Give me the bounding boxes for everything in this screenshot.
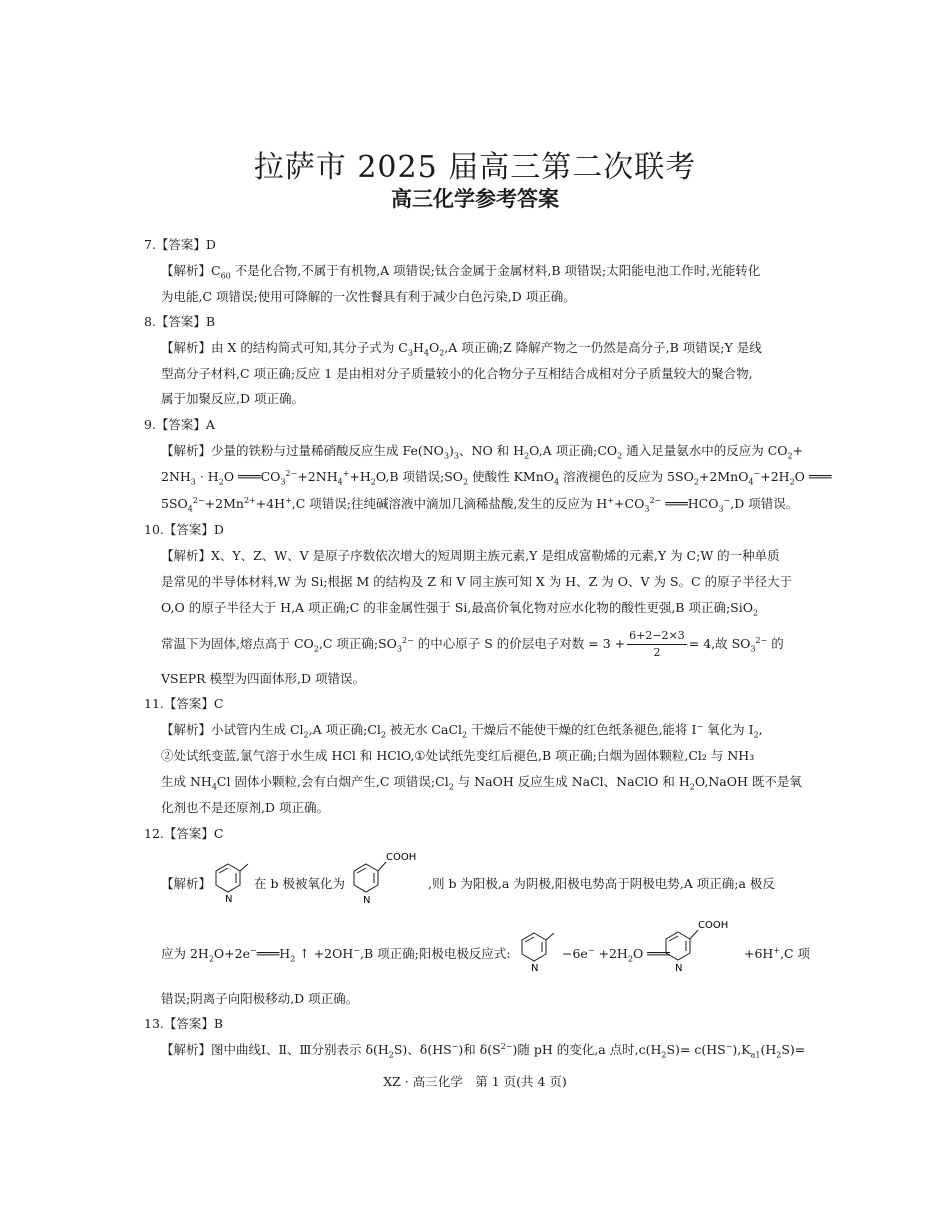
nitrogen-label: N bbox=[225, 894, 233, 905]
q12-analysis-line-3: 错误;阴离子向阳极移动,D 项正确。 bbox=[161, 991, 359, 1006]
q12-analysis-label: 【解析】 bbox=[161, 876, 212, 891]
q9-answer: 9.【答案】A bbox=[144, 417, 215, 432]
q10-analysis-line-4: 常温下为固体,熔点高于 $CO_2,C$ 项正确$;SO_3^{2-}$ 的中心原子 S 的价层电子对数 = 3 + $\frac{6+2-2\times 3}{2}$ = 4,故 $SO_3^{2-}$ 的 bbox=[161, 629, 784, 659]
q8-analysis-line-3: 属于加聚反应,D 项正确。 bbox=[161, 391, 304, 406]
q10-analysis-line-2: 是常见的半导体材料,W 为 Si;根据 M 的结构及 Z 和 V 同主族可知 X 为 H、Z 为 O、V 为 S。C 的原子半径大于 bbox=[161, 574, 793, 589]
nicotinic-acid-structure-2 bbox=[660, 916, 740, 976]
q10-answer: 10.【答案】D bbox=[144, 522, 224, 537]
q10-analysis-line-3: O,O 的原子半径大于 H,A 项正确;C 的非金属性强于 Si,最高价氧化物对应水化物的酸性更强,B 项正确;SiO$_2$ bbox=[161, 600, 759, 618]
page-subtitle: 高三化学参考答案 bbox=[391, 187, 559, 211]
q12-analysis-line-2a: 应为 $2H_2O+2e^-═══H_2$ ↑ +2OH−,B 项正确;阳极电极反应式: bbox=[161, 945, 511, 964]
q11-answer: 11.【答案】C bbox=[144, 696, 224, 711]
q12-analysis-mid: 在 b 极被氧化为 bbox=[254, 876, 345, 891]
carboxyl-label: COOH bbox=[386, 852, 417, 863]
q8-answer: 8.【答案】B bbox=[144, 314, 216, 329]
nitrogen-label: N bbox=[675, 963, 683, 974]
q12-answer: 12.【答案】C bbox=[144, 826, 224, 841]
q13-analysis-line-1: 【解析】图中曲线Ⅰ、Ⅱ、Ⅲ分别表示 $\delta(H_2S)$、δ(HS−)和 $\delta(S^{2-})$随 pH 的变化,a 点时$,c(H_2S)= c(HS^-),K_{a1}(H_2S)=$ bbox=[161, 1041, 806, 1060]
fraction-numerator: 6+2−2×3 bbox=[627, 628, 687, 645]
q12-analysis-end: ,则 b 为阳极,a 为阴极,阳极电势高于阴极电势,A 项正确;a 极反 bbox=[428, 876, 775, 891]
nitrogen-label: N bbox=[531, 963, 539, 974]
q10-analysis-line-1: 【解析】X、Y、Z、W、V 是原子序数依次增大的短周期主族元素,Y 是组成富勒烯的元素,Y 为 C;W 的一种单质 bbox=[161, 548, 780, 563]
q11-analysis-line-3: 生成 $NH_4Cl$ 固体小颗粒,会有白烟产生,C 项错误$;Cl_2$ 与 NaOH 反应生成 NaCl、NaClO 和 $H_2O,NaOH$ 既不是氧 bbox=[161, 774, 802, 792]
page-footer: XZ · 高三化学 第 1 页(共 4 页) bbox=[383, 1074, 567, 1089]
nicotinic-acid-structure bbox=[348, 848, 428, 908]
q8-analysis-line-2: 型高分子材料,C 项正确;反应 1 是由相对分子质量较小的化合物分子互相结合成相对分子质量较大的聚合物, bbox=[161, 366, 753, 381]
q7-analysis-line-2: 为电能,C 项错误;使用可降解的一次性餐具有利于减少白色污染,D 项正确。 bbox=[161, 289, 576, 304]
q13-answer: 13.【答案】B bbox=[144, 1016, 224, 1031]
q7-answer: 7.【答案】D bbox=[144, 237, 216, 252]
q11-analysis-line-4: 化剂也不是还原剂,D 项正确。 bbox=[161, 800, 329, 815]
page-title: 拉萨市 2025 届高三第二次联考 bbox=[253, 150, 697, 185]
electron-pair-fraction bbox=[627, 628, 687, 661]
q10-analysis-line-5: VSEPR 模型为四面体形,D 项错误。 bbox=[161, 671, 365, 686]
q11-analysis-line-2: ②处试纸变蓝,氯气溶于水生成 HCl 和 HClO,①处试纸先变红后褪色,B 项正确;白烟为固体颗粒,Cl₂ 与 NH₃ bbox=[161, 748, 755, 763]
fraction-denominator: 2 bbox=[653, 646, 661, 659]
q9-analysis-line-1: 【解析】少量的铁粉与过量稀硝酸反应生成 $Fe(NO_3)_3$、NO 和 $H_2O,A$ 项正确$;CO_2$ 通入足量氨水中的反应为 $CO_2+$ bbox=[161, 443, 804, 461]
q12-analysis-line-2b: $-6e^- +2H_2O$ ═══ bbox=[562, 945, 670, 964]
q12-analysis-line-2c: +6H+,C 项 bbox=[744, 945, 811, 961]
q9-analysis-line-3: $5SO_4^{2-}+2Mn^{2+}+4H^+,C$ 项错误;往纯碱溶液中滴加几滴稀盐酸,发生的反应为 $H^++CO_3^{2-}$ $═══HCO_3^-,D$ 项错误。 bbox=[161, 495, 799, 514]
methylpyridine-structure-2 bbox=[516, 925, 560, 977]
nitrogen-label: N bbox=[363, 895, 371, 906]
q9-analysis-line-2: $2NH_3 \cdot H_2O$ $═══CO_3^{2-}+2NH_4^++H_2O,B$ 项错误$;SO_2$ 使酸性 KMnO$_4$ 溶液褪色的反应为 $5SO_2+2MnO_4^-+2H_2O$ ═══ bbox=[161, 468, 832, 487]
q7-analysis-line-1: 【解析】$C_{60}$ 不是化合物,不属于有机物,A 项错误;钛合金属于金属材料,B 项错误;太阳能电池工作时,光能转化 bbox=[161, 263, 761, 281]
carboxyl-label: COOH bbox=[698, 920, 729, 931]
q11-analysis-line-1: 【解析】小试管内生成 $Cl_2,A$ 项正确$;Cl_2$ 被无水 CaCl$_2$ 干燥后不能使干燥的红色纸条褪色,能将 I− 氧化为 $I_2$, bbox=[161, 721, 763, 740]
q8-analysis-line-1: 【解析】由 X 的结构简式可知,其分子式为 $C_3H_4O_2,A$ 项正确;Z 降解产物之一仍然是高分子,B 项错误;Y 是线 bbox=[161, 340, 762, 358]
methylpyridine-structure bbox=[210, 856, 254, 908]
